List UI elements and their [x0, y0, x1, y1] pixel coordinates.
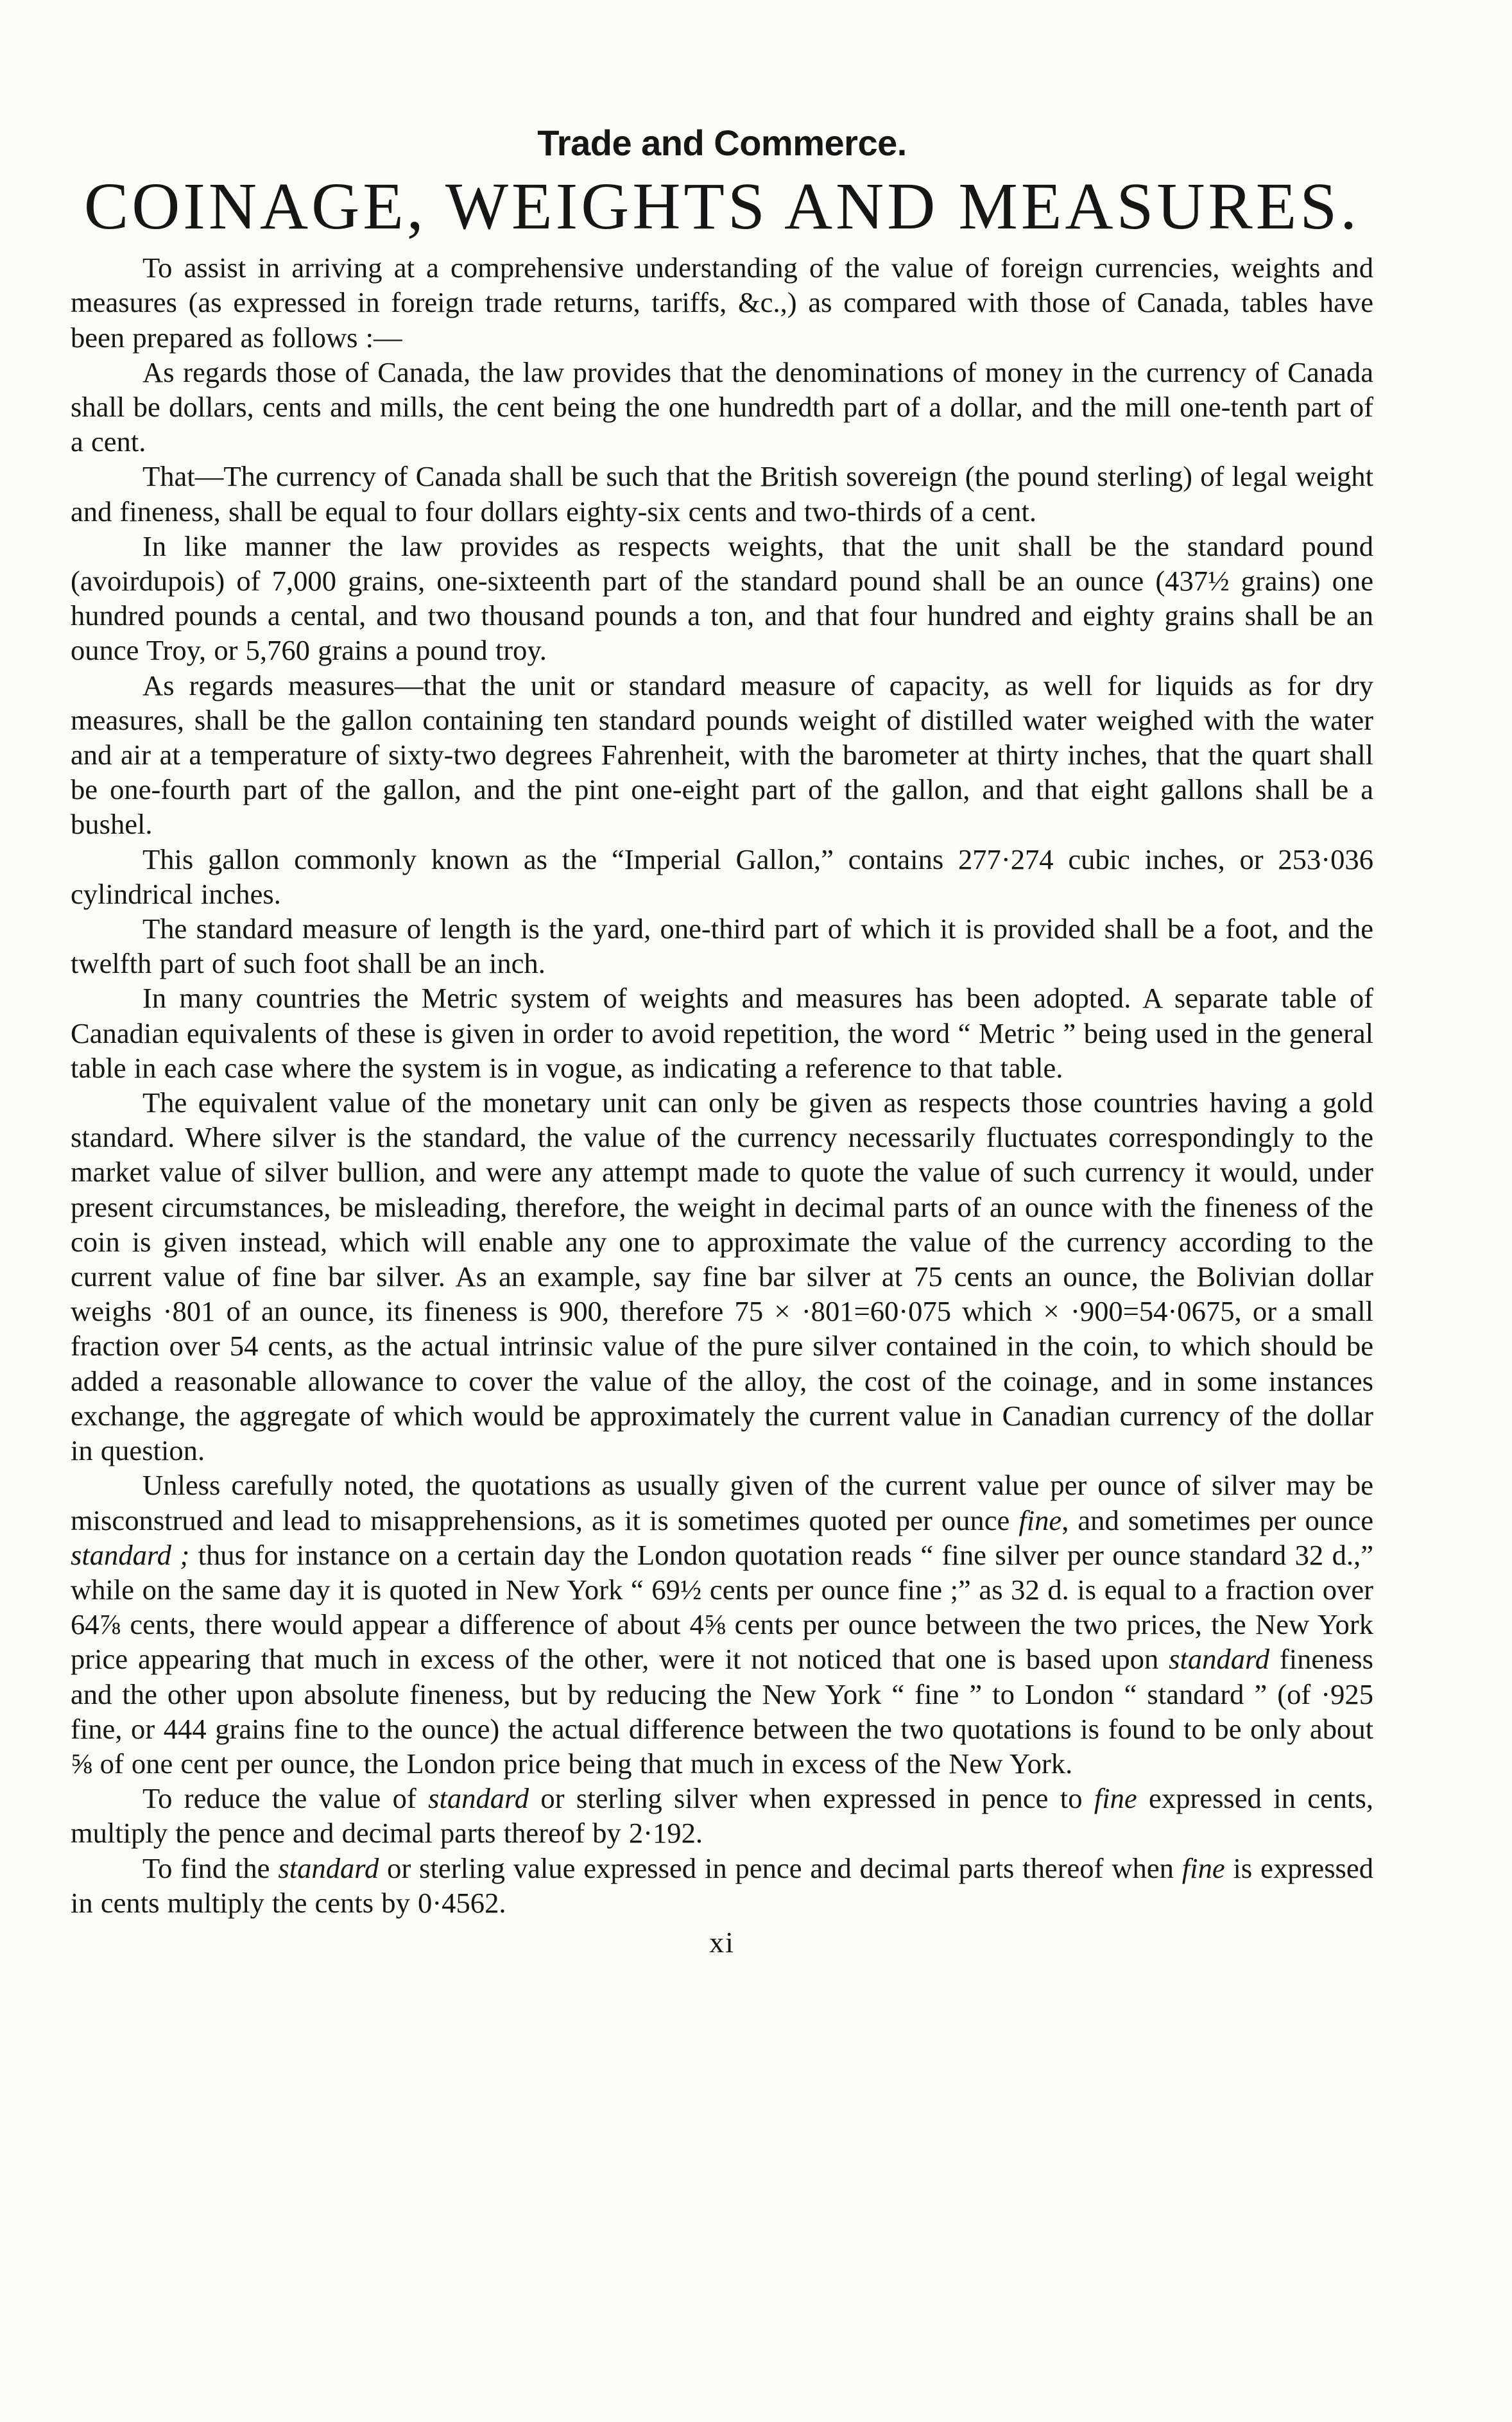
page-title: COINAGE, WEIGHTS AND MEASURES.: [83, 169, 1361, 243]
italic-term: standard: [428, 1782, 529, 1815]
text-run: To reduce the value of: [142, 1782, 429, 1815]
paragraph-monetary-unit: The equivalent value of the monetary unit can only be given as respects those countries having a gold standard. Where silver is the standard, the value of the currency necessarily fluctuates correspondingly to the market value of silver bullion, and were any attempt made to quote the value of such currency it would, under present circumstances, be misleading, therefore, the weight in decimal parts of an ounce with the fineness of the coin is given instead, which will enable any one to approximate the value of the currency according to the current value of fine bar silver. As an example, say fine bar silver at 75 cents an ounce, the Bolivian dollar weighs ·801 of an ounce, its fineness is 900, therefore 75 × ·801=60·075 which × ·900=54·0675, or a small fraction over 54 cents, as the actual intrinsic value of the pure silver contained in the coin, to which should be added a reasonable allowance to cover the value of the alloy, the cost of the coinage, and in some instances exchange, the aggregate of which would be approximately the current value in Canadian currency of the dollar in question.: [71, 1086, 1373, 1467]
italic-term: standard: [1169, 1643, 1270, 1676]
text-run: or sterling silver when expressed in pence to: [529, 1782, 1094, 1815]
text-run: , and sometimes per ounce: [1061, 1504, 1373, 1536]
text-run: thus for instance on a certain day the London quotation reads “ fine silver per ounce standard 32 d.,” while on the same day it is quoted in New York “ 69½ cents per ounce fine ;” as 32 d. is equal to a fraction over 64⅞ cents, there would appear a difference of about 4⅝ cents per ounce between the two prices, the New York price appearing that much in excess of the other, were it not noticed that one is based upon: [71, 1538, 1373, 1676]
paragraph-canada-currency: As regards those of Canada, the law provides that the denominations of money in the currency of Canada shall be dollars, cents and mills, the cent being the one hundredth part of a dollar, and the mill one-tenth part of a cent.: [71, 356, 1373, 458]
page-number: xi: [709, 1925, 735, 1959]
paragraph-weights: In like manner the law provides as respects weights, that the unit shall be the standard pound (avoirdupois) of 7,000 grains, one-sixteenth part of the standard pound shall be an ounce (437½ grains) one hundred pounds a cental, and two thousand pounds a ton, and that four hundred and eighty grains shall be an ounce Troy, or 5,760 grains a pound troy.: [71, 529, 1373, 667]
italic-term: fine: [1018, 1504, 1062, 1536]
text-run: Unless carefully noted, the quotations as usually given of the current value per ounce of silver may be misconstrued and lead to misapprehensions, as it is sometimes quoted per ounce: [71, 1469, 1373, 1536]
text-run: or sterling value expressed in pence and decimal parts thereof when: [379, 1851, 1182, 1884]
paragraph-reduce-standard: [71, 1781, 1373, 1850]
text-run: is expressed in cents multiply the cents by 0·4562.: [71, 1851, 1373, 1919]
paragraph-find-standard: [71, 1851, 1373, 1920]
paragraph-metric: In many countries the Metric system of weights and measures has been adopted. A separate table of Canadian equivalents of these is given in order to avoid repetition, the word “ Metric ” being used in the general table in each case where the system is in vogue, as indicating a reference to that table.: [71, 982, 1373, 1084]
italic-term: fine: [1094, 1782, 1137, 1815]
section-heading: Trade and Commerce.: [537, 123, 907, 163]
text-run: expressed in cents, multiply the pence and decimal parts thereof by 2·192.: [71, 1782, 1373, 1850]
document-page: [71, 122, 1373, 1959]
paragraph-imperial-gallon: This gallon commonly known as the “Imperial Gallon,” contains 277·274 cubic inches, or 253·036 cylindrical inches.: [71, 843, 1373, 910]
paragraph-sovereign: That—The currency of Canada shall be such that the British sovereign (the pound sterling) of legal weight and fineness, shall be equal to four dollars eighty-six cents and two-thirds of a cent.: [71, 460, 1373, 528]
paragraph-silver-quotations: [71, 1468, 1373, 1781]
text-run: To find the: [142, 1851, 279, 1884]
italic-term: standard ;: [71, 1538, 190, 1571]
paragraph-length: The standard measure of length is the yard, one-third part of which it is provided shall be a foot, and the twelfth part of such foot shall be an inch.: [71, 913, 1373, 980]
italic-term: standard: [278, 1851, 379, 1884]
paragraph-intro: To assist in arriving at a comprehensive understanding of the value of foreign currencies, weights and measures (as expressed in foreign trade returns, tariffs, &c.,) as compared with those of Canada, tables have been prepared as follows :—: [71, 252, 1373, 354]
text-run: fineness and the other upon absolute fineness, but by reducing the New York “ fine ” to London “ standard ” (of ·925 fine, or 444 grains fine to the ounce) the actual difference between the two quotations is found to be only about ⅝ of one cent per ounce, the London price being that much in excess of the New York.: [71, 1643, 1374, 1780]
italic-term: fine: [1181, 1851, 1225, 1884]
paragraph-measures: As regards measures—that the unit or standard measure of capacity, as well for liquids as for dry measures, shall be the gallon containing ten standard pounds weight of distilled water weighed with the water and air at a temperature of sixty-two degrees Fahrenheit, with the barometer at thirty inches, that the quart shall be one-fourth part of the gallon, and the pint one-eight part of the gallon, and that eight gallons shall be a bushel.: [71, 669, 1373, 841]
